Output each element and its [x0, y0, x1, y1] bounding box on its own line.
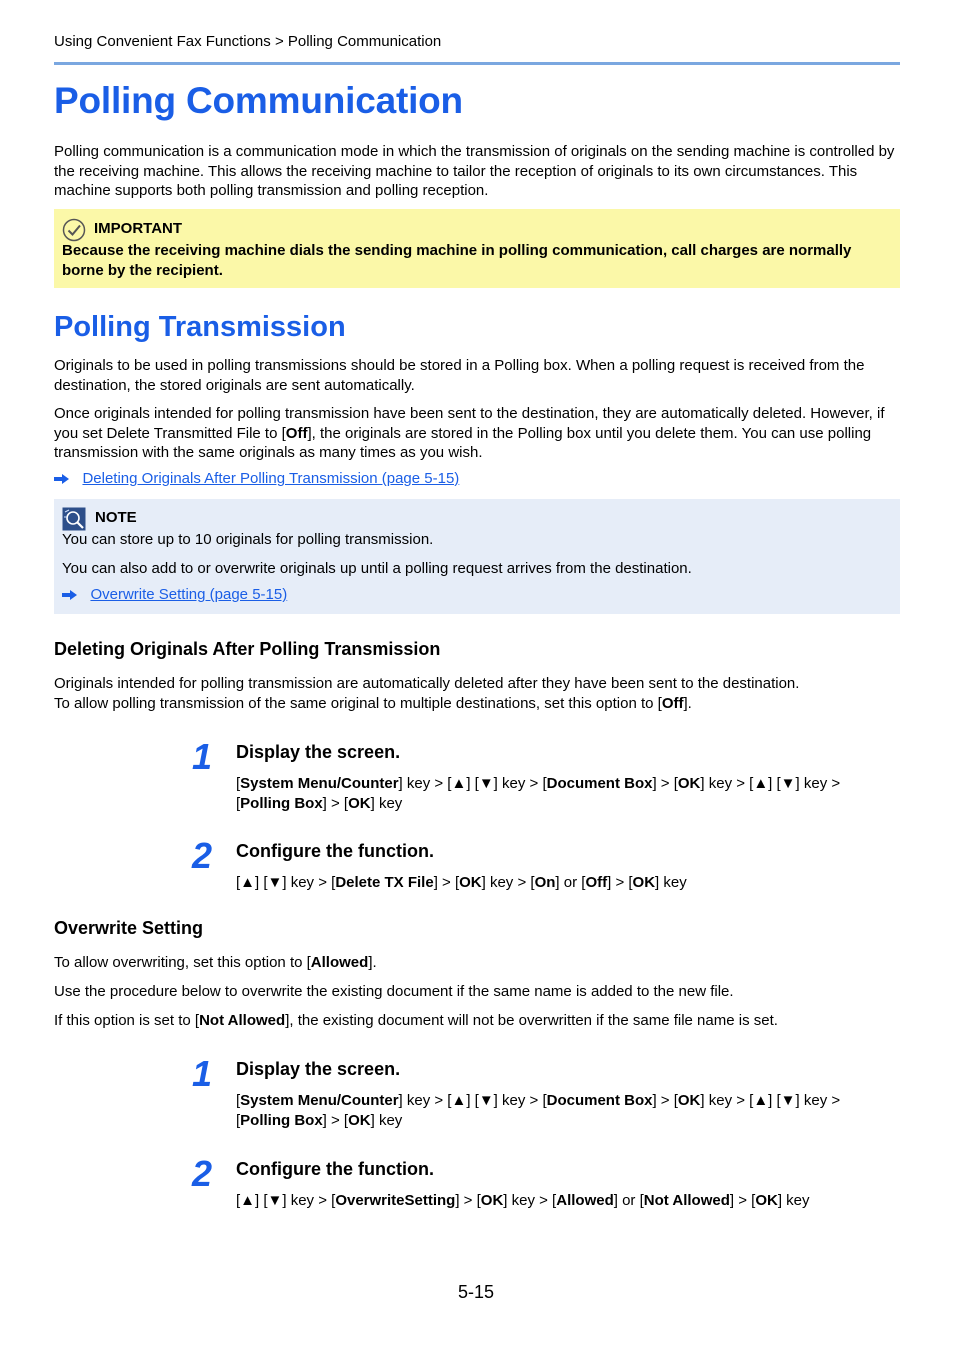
- link-row-deleting: [54, 470, 459, 488]
- checkmark-circle-icon: [62, 218, 86, 242]
- important-label: IMPORTANT: [94, 220, 183, 237]
- header-divider: [54, 62, 900, 65]
- important-callout: [54, 209, 900, 288]
- step-number: 2: [192, 835, 213, 876]
- note-line-1: You can store up to 10 originals for polling transmission.: [62, 531, 434, 548]
- step-title: Display the screen.: [236, 742, 401, 762]
- link-deleting-originals[interactable]: Deleting Originals After Polling Transmission (page 5-15): [82, 470, 460, 487]
- section-paragraph-1: Originals to be used in polling transmissions should be stored in a Polling box. When a polling request is received from the destination, the stored originals are sent automatically.: [54, 357, 865, 394]
- overwrite-paragraph-2: Use the procedure below to overwrite the existing document if the same name is added to the new file.: [54, 983, 734, 1000]
- note-callout: [54, 499, 900, 614]
- page-title: Polling Communication: [54, 80, 463, 121]
- step-number: 2: [192, 1153, 213, 1194]
- link-overwrite-setting[interactable]: Overwrite Setting (page 5-15): [90, 586, 288, 603]
- step-instructions: [System Menu/Counter] key > [▲] [▼] key > [Document Box] > [OK] key > [▲] [▼] key > [Polling Box] > [OK] key: [236, 775, 841, 812]
- step-number: 1: [192, 736, 213, 777]
- arrow-right-icon: [62, 590, 77, 600]
- overwrite-paragraph-1: To allow overwriting, set this option to [Allowed].: [54, 954, 377, 971]
- step-number: 1: [192, 1053, 213, 1094]
- deleting-paragraph-1: Originals intended for polling transmission are automatically deleted after they have been sent to the destination.: [54, 675, 800, 692]
- note-label: NOTE: [95, 509, 137, 526]
- note-icon: [62, 507, 86, 531]
- important-text: Because the receiving machine dials the sending machine in polling communication, call charges are normally borne by the recipient.: [62, 242, 852, 279]
- section-paragraph-2: Once originals intended for polling transmission have been sent to the destination, they are automatically deleted. However, if you set Delete Transmitted File to [Off], the originals are stored in the Polling box until you delete them. You can use polling transmission with the same originals as many times as you wish.: [54, 405, 885, 461]
- step-instructions: [▲] [▼] key > [OverwriteSetting] > [OK] key > [Allowed] or [Not Allowed] > [OK] key: [236, 1192, 810, 1209]
- step-title: Configure the function.: [236, 1159, 434, 1179]
- link-row-overwrite: [62, 586, 287, 604]
- note-line-2: You can also add to or overwrite originals up until a polling request arrives from the destination.: [62, 560, 692, 577]
- arrow-right-icon: [54, 474, 69, 484]
- breadcrumb: Using Convenient Fax Functions > Polling Communication: [54, 33, 442, 50]
- step-instructions: [▲] [▼] key > [Delete TX File] > [OK] key > [On] or [Off] > [OK] key: [236, 874, 687, 891]
- intro-paragraph: Polling communication is a communication mode in which the transmission of originals on the sending machine is controlled by the receiving machine. This allows the receiving machine to tailor the reception of originals to its own circumstances. This machine supports both polling transmission and polling reception.: [54, 143, 895, 199]
- overwrite-heading: Overwrite Setting: [54, 918, 204, 938]
- deleting-heading: Deleting Originals After Polling Transmission: [54, 639, 441, 659]
- overwrite-paragraph-3: If this option is set to [Not Allowed], the existing document will not be overwritten if the same file name is set.: [54, 1012, 778, 1029]
- step-title: Display the screen.: [236, 1059, 401, 1079]
- step-instructions: [System Menu/Counter] key > [▲] [▼] key > [Document Box] > [OK] key > [▲] [▼] key > [Polling Box] > [OK] key: [236, 1092, 841, 1129]
- page-number: 5-15: [458, 1282, 495, 1302]
- step-title: Configure the function.: [236, 841, 434, 861]
- section-title: Polling Transmission: [54, 311, 346, 343]
- deleting-paragraph-2: To allow polling transmission of the same original to multiple destinations, set this option to [Off].: [54, 695, 692, 712]
